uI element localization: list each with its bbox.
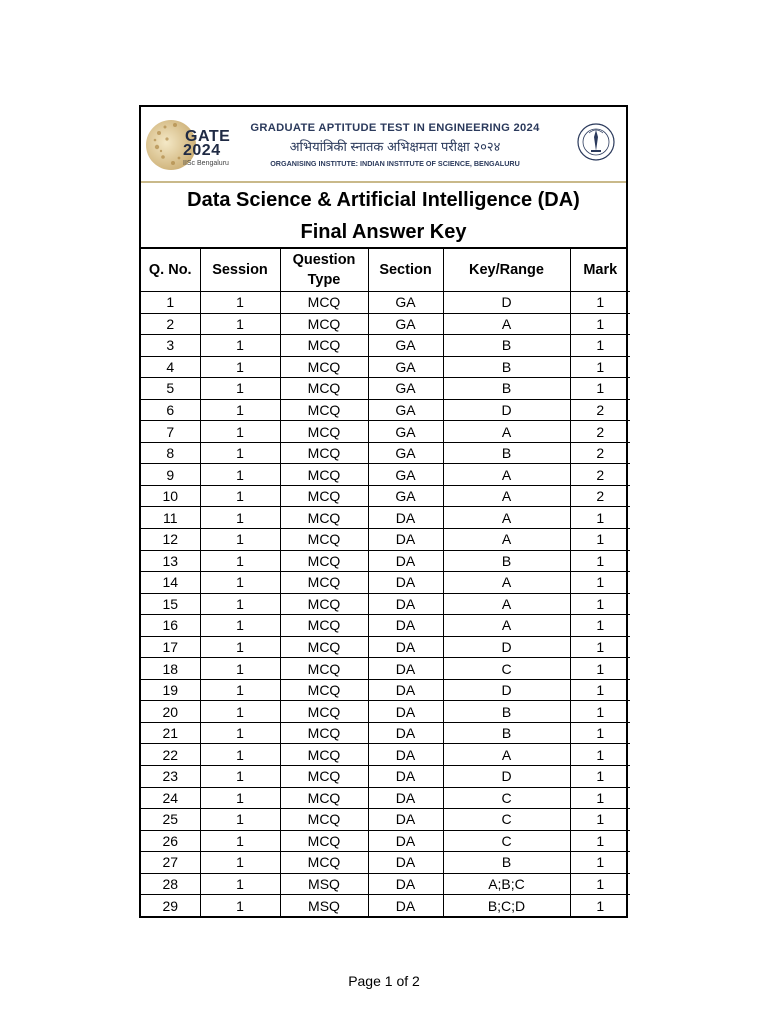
cell-question-type: MCQ (280, 313, 368, 335)
cell-question-type: MCQ (280, 572, 368, 594)
banner-text (245, 122, 545, 168)
table-row (141, 507, 630, 529)
document-title-line2: Final Answer Key (300, 221, 467, 243)
cell-key-range: B (443, 550, 570, 572)
cell-session: 1 (200, 636, 280, 658)
cell-question-type: MCQ (280, 442, 368, 464)
cell-question-type: MSQ (280, 895, 368, 916)
table-row (141, 356, 630, 378)
cell-qno: 1 (141, 292, 200, 314)
cell-mark: 1 (570, 356, 630, 378)
cell-section: DA (368, 787, 443, 809)
cell-qno: 26 (141, 830, 200, 852)
cell-question-type: MCQ (280, 593, 368, 615)
header-key-range: Key/Range (443, 249, 570, 292)
cell-session: 1 (200, 701, 280, 723)
cell-mark: 2 (570, 421, 630, 443)
cell-qno: 23 (141, 766, 200, 788)
cell-key-range: A (443, 572, 570, 594)
cell-section: DA (368, 766, 443, 788)
cell-qno: 25 (141, 809, 200, 831)
cell-key-range: A;B;C (443, 873, 570, 895)
cell-session: 1 (200, 593, 280, 615)
table-row (141, 529, 630, 551)
cell-session: 1 (200, 292, 280, 314)
cell-section: DA (368, 593, 443, 615)
table-row (141, 292, 630, 314)
cell-question-type: MCQ (280, 335, 368, 357)
cell-question-type: MCQ (280, 615, 368, 637)
cell-key-range: B (443, 722, 570, 744)
cell-question-type: MCQ (280, 636, 368, 658)
cell-mark: 1 (570, 895, 630, 916)
cell-question-type: MCQ (280, 356, 368, 378)
cell-section: GA (368, 378, 443, 400)
cell-session: 1 (200, 378, 280, 400)
table-row (141, 572, 630, 594)
cell-question-type: MCQ (280, 378, 368, 400)
table-row (141, 744, 630, 766)
cell-question-type: MCQ (280, 744, 368, 766)
table-row (141, 335, 630, 357)
table-row (141, 485, 630, 507)
table-row (141, 464, 630, 486)
cell-question-type: MCQ (280, 399, 368, 421)
cell-key-range: B;C;D (443, 895, 570, 916)
cell-key-range: D (443, 636, 570, 658)
cell-section: DA (368, 550, 443, 572)
cell-mark: 2 (570, 442, 630, 464)
cell-qno: 10 (141, 485, 200, 507)
table-row (141, 830, 630, 852)
answer-key-table (141, 249, 630, 916)
cell-question-type: MCQ (280, 421, 368, 443)
page-number: Page 1 of 2 (348, 973, 420, 989)
cell-qno: 12 (141, 529, 200, 551)
cell-section: DA (368, 615, 443, 637)
cell-key-range: B (443, 356, 570, 378)
document-title (141, 183, 626, 249)
cell-question-type: MCQ (280, 809, 368, 831)
cell-session: 1 (200, 895, 280, 916)
table-row (141, 766, 630, 788)
gate-banner (141, 107, 626, 183)
cell-question-type: MCQ (280, 701, 368, 723)
cell-section: DA (368, 636, 443, 658)
cell-question-type: MCQ (280, 787, 368, 809)
cell-question-type: MCQ (280, 766, 368, 788)
cell-question-type: MCQ (280, 529, 368, 551)
cell-qno: 3 (141, 335, 200, 357)
cell-mark: 1 (570, 615, 630, 637)
cell-section: GA (368, 356, 443, 378)
cell-question-type: MCQ (280, 679, 368, 701)
cell-section: DA (368, 658, 443, 680)
cell-section: GA (368, 292, 443, 314)
table-row (141, 378, 630, 400)
cell-session: 1 (200, 787, 280, 809)
cell-key-range: D (443, 766, 570, 788)
cell-key-range: D (443, 399, 570, 421)
cell-session: 1 (200, 572, 280, 594)
cell-section: GA (368, 335, 443, 357)
cell-section: DA (368, 830, 443, 852)
cell-mark: 1 (570, 550, 630, 572)
cell-section: DA (368, 701, 443, 723)
cell-mark: 1 (570, 292, 630, 314)
cell-section: GA (368, 313, 443, 335)
cell-session: 1 (200, 615, 280, 637)
cell-session: 1 (200, 335, 280, 357)
cell-mark: 1 (570, 658, 630, 680)
table-row (141, 593, 630, 615)
answer-key-sheet (139, 105, 628, 918)
cell-section: DA (368, 744, 443, 766)
cell-qno: 4 (141, 356, 200, 378)
cell-session: 1 (200, 313, 280, 335)
cell-qno: 14 (141, 572, 200, 594)
banner-title: GRADUATE APTITUDE TEST IN ENGINEERING 2024 (250, 122, 540, 134)
cell-mark: 1 (570, 507, 630, 529)
cell-qno: 8 (141, 442, 200, 464)
cell-mark: 2 (570, 399, 630, 421)
cell-key-range: C (443, 658, 570, 680)
header-mark: Mark (570, 249, 630, 292)
cell-session: 1 (200, 852, 280, 874)
table-row (141, 895, 630, 916)
cell-section: DA (368, 722, 443, 744)
cell-section: DA (368, 895, 443, 916)
table-row (141, 442, 630, 464)
cell-key-range: A (443, 313, 570, 335)
cell-session: 1 (200, 766, 280, 788)
cell-section: DA (368, 809, 443, 831)
table-row (141, 873, 630, 895)
cell-key-range: B (443, 335, 570, 357)
cell-mark: 1 (570, 378, 630, 400)
header-qno: Q. No. (141, 249, 200, 292)
header-section: Section (368, 249, 443, 292)
cell-question-type: MCQ (280, 464, 368, 486)
cell-key-range: A (443, 464, 570, 486)
cell-session: 1 (200, 679, 280, 701)
cell-section: GA (368, 399, 443, 421)
table-row (141, 658, 630, 680)
cell-qno: 27 (141, 852, 200, 874)
cell-mark: 1 (570, 313, 630, 335)
cell-mark: 1 (570, 529, 630, 551)
gate-logo-word: GATE (185, 128, 231, 145)
cell-qno: 17 (141, 636, 200, 658)
cell-section: GA (368, 485, 443, 507)
cell-question-type: MCQ (280, 658, 368, 680)
iisc-emblem-icon (574, 121, 618, 165)
cell-qno: 9 (141, 464, 200, 486)
cell-key-range: D (443, 679, 570, 701)
gate-logo-subtitle: IISc Bengaluru (183, 160, 229, 167)
cell-question-type: MCQ (280, 292, 368, 314)
cell-question-type: MSQ (280, 873, 368, 895)
header-question-type: Question Type (280, 249, 368, 292)
cell-key-range: B (443, 701, 570, 723)
cell-section: DA (368, 572, 443, 594)
cell-section: DA (368, 852, 443, 874)
cell-mark: 1 (570, 744, 630, 766)
cell-qno: 5 (141, 378, 200, 400)
cell-qno: 19 (141, 679, 200, 701)
cell-mark: 1 (570, 766, 630, 788)
cell-mark: 1 (570, 830, 630, 852)
table-row (141, 852, 630, 874)
cell-mark: 1 (570, 701, 630, 723)
cell-session: 1 (200, 485, 280, 507)
cell-session: 1 (200, 744, 280, 766)
table-row (141, 787, 630, 809)
cell-mark: 1 (570, 787, 630, 809)
cell-session: 1 (200, 658, 280, 680)
cell-mark: 1 (570, 679, 630, 701)
cell-section: DA (368, 529, 443, 551)
cell-key-range: A (443, 421, 570, 443)
cell-key-range: A (443, 507, 570, 529)
cell-section: GA (368, 442, 443, 464)
cell-question-type: MCQ (280, 485, 368, 507)
cell-key-range: B (443, 442, 570, 464)
banner-organising-institute: ORGANISING INSTITUTE: INDIAN INSTITUTE OF SCIENCE, BENGALURU (270, 159, 520, 168)
cell-session: 1 (200, 550, 280, 572)
cell-qno: 29 (141, 895, 200, 916)
table-row (141, 399, 630, 421)
cell-key-range: A (443, 529, 570, 551)
cell-session: 1 (200, 809, 280, 831)
cell-session: 1 (200, 830, 280, 852)
cell-session: 1 (200, 421, 280, 443)
gate-logo-year: 2024 (183, 142, 221, 159)
banner-hindi-title: अभियांत्रिकी स्नातक अभिक्षमता परीक्षा २०२४ (289, 139, 501, 154)
cell-mark: 1 (570, 722, 630, 744)
document-title-line1: Data Science & Artificial Intelligence (DA) (187, 189, 580, 211)
table-row (141, 679, 630, 701)
cell-qno: 24 (141, 787, 200, 809)
cell-key-range: C (443, 830, 570, 852)
cell-key-range: B (443, 378, 570, 400)
cell-key-range: A (443, 615, 570, 637)
table-row (141, 615, 630, 637)
table-row (141, 636, 630, 658)
cell-key-range: A (443, 485, 570, 507)
cell-mark: 1 (570, 636, 630, 658)
cell-section: DA (368, 679, 443, 701)
cell-section: DA (368, 507, 443, 529)
cell-mark: 2 (570, 464, 630, 486)
cell-qno: 7 (141, 421, 200, 443)
cell-qno: 2 (141, 313, 200, 335)
cell-mark: 1 (570, 873, 630, 895)
cell-qno: 11 (141, 507, 200, 529)
cell-key-range: A (443, 593, 570, 615)
cell-key-range: C (443, 809, 570, 831)
cell-question-type: MCQ (280, 830, 368, 852)
cell-qno: 16 (141, 615, 200, 637)
header-session: Session (200, 249, 280, 292)
cell-session: 1 (200, 722, 280, 744)
table-row (141, 550, 630, 572)
cell-session: 1 (200, 356, 280, 378)
cell-question-type: MCQ (280, 722, 368, 744)
gate-2024-logo-icon (145, 113, 235, 175)
table-row (141, 701, 630, 723)
cell-qno: 6 (141, 399, 200, 421)
cell-question-type: MCQ (280, 507, 368, 529)
table-row (141, 809, 630, 831)
cell-mark: 1 (570, 593, 630, 615)
table-row (141, 722, 630, 744)
cell-key-range: C (443, 787, 570, 809)
cell-section: DA (368, 873, 443, 895)
cell-qno: 15 (141, 593, 200, 615)
cell-session: 1 (200, 399, 280, 421)
cell-session: 1 (200, 464, 280, 486)
cell-session: 1 (200, 507, 280, 529)
cell-mark: 1 (570, 809, 630, 831)
cell-question-type: MCQ (280, 852, 368, 874)
cell-qno: 28 (141, 873, 200, 895)
cell-mark: 1 (570, 335, 630, 357)
cell-qno: 21 (141, 722, 200, 744)
cell-qno: 22 (141, 744, 200, 766)
table-row (141, 421, 630, 443)
cell-key-range: D (443, 292, 570, 314)
cell-qno: 20 (141, 701, 200, 723)
cell-mark: 1 (570, 852, 630, 874)
cell-qno: 13 (141, 550, 200, 572)
cell-mark: 1 (570, 572, 630, 594)
cell-key-range: A (443, 744, 570, 766)
cell-session: 1 (200, 529, 280, 551)
cell-session: 1 (200, 873, 280, 895)
table-row (141, 313, 630, 335)
cell-section: GA (368, 464, 443, 486)
table-header-row (141, 249, 630, 292)
cell-session: 1 (200, 442, 280, 464)
cell-key-range: B (443, 852, 570, 874)
cell-question-type: MCQ (280, 550, 368, 572)
cell-qno: 18 (141, 658, 200, 680)
cell-mark: 2 (570, 485, 630, 507)
cell-section: GA (368, 421, 443, 443)
